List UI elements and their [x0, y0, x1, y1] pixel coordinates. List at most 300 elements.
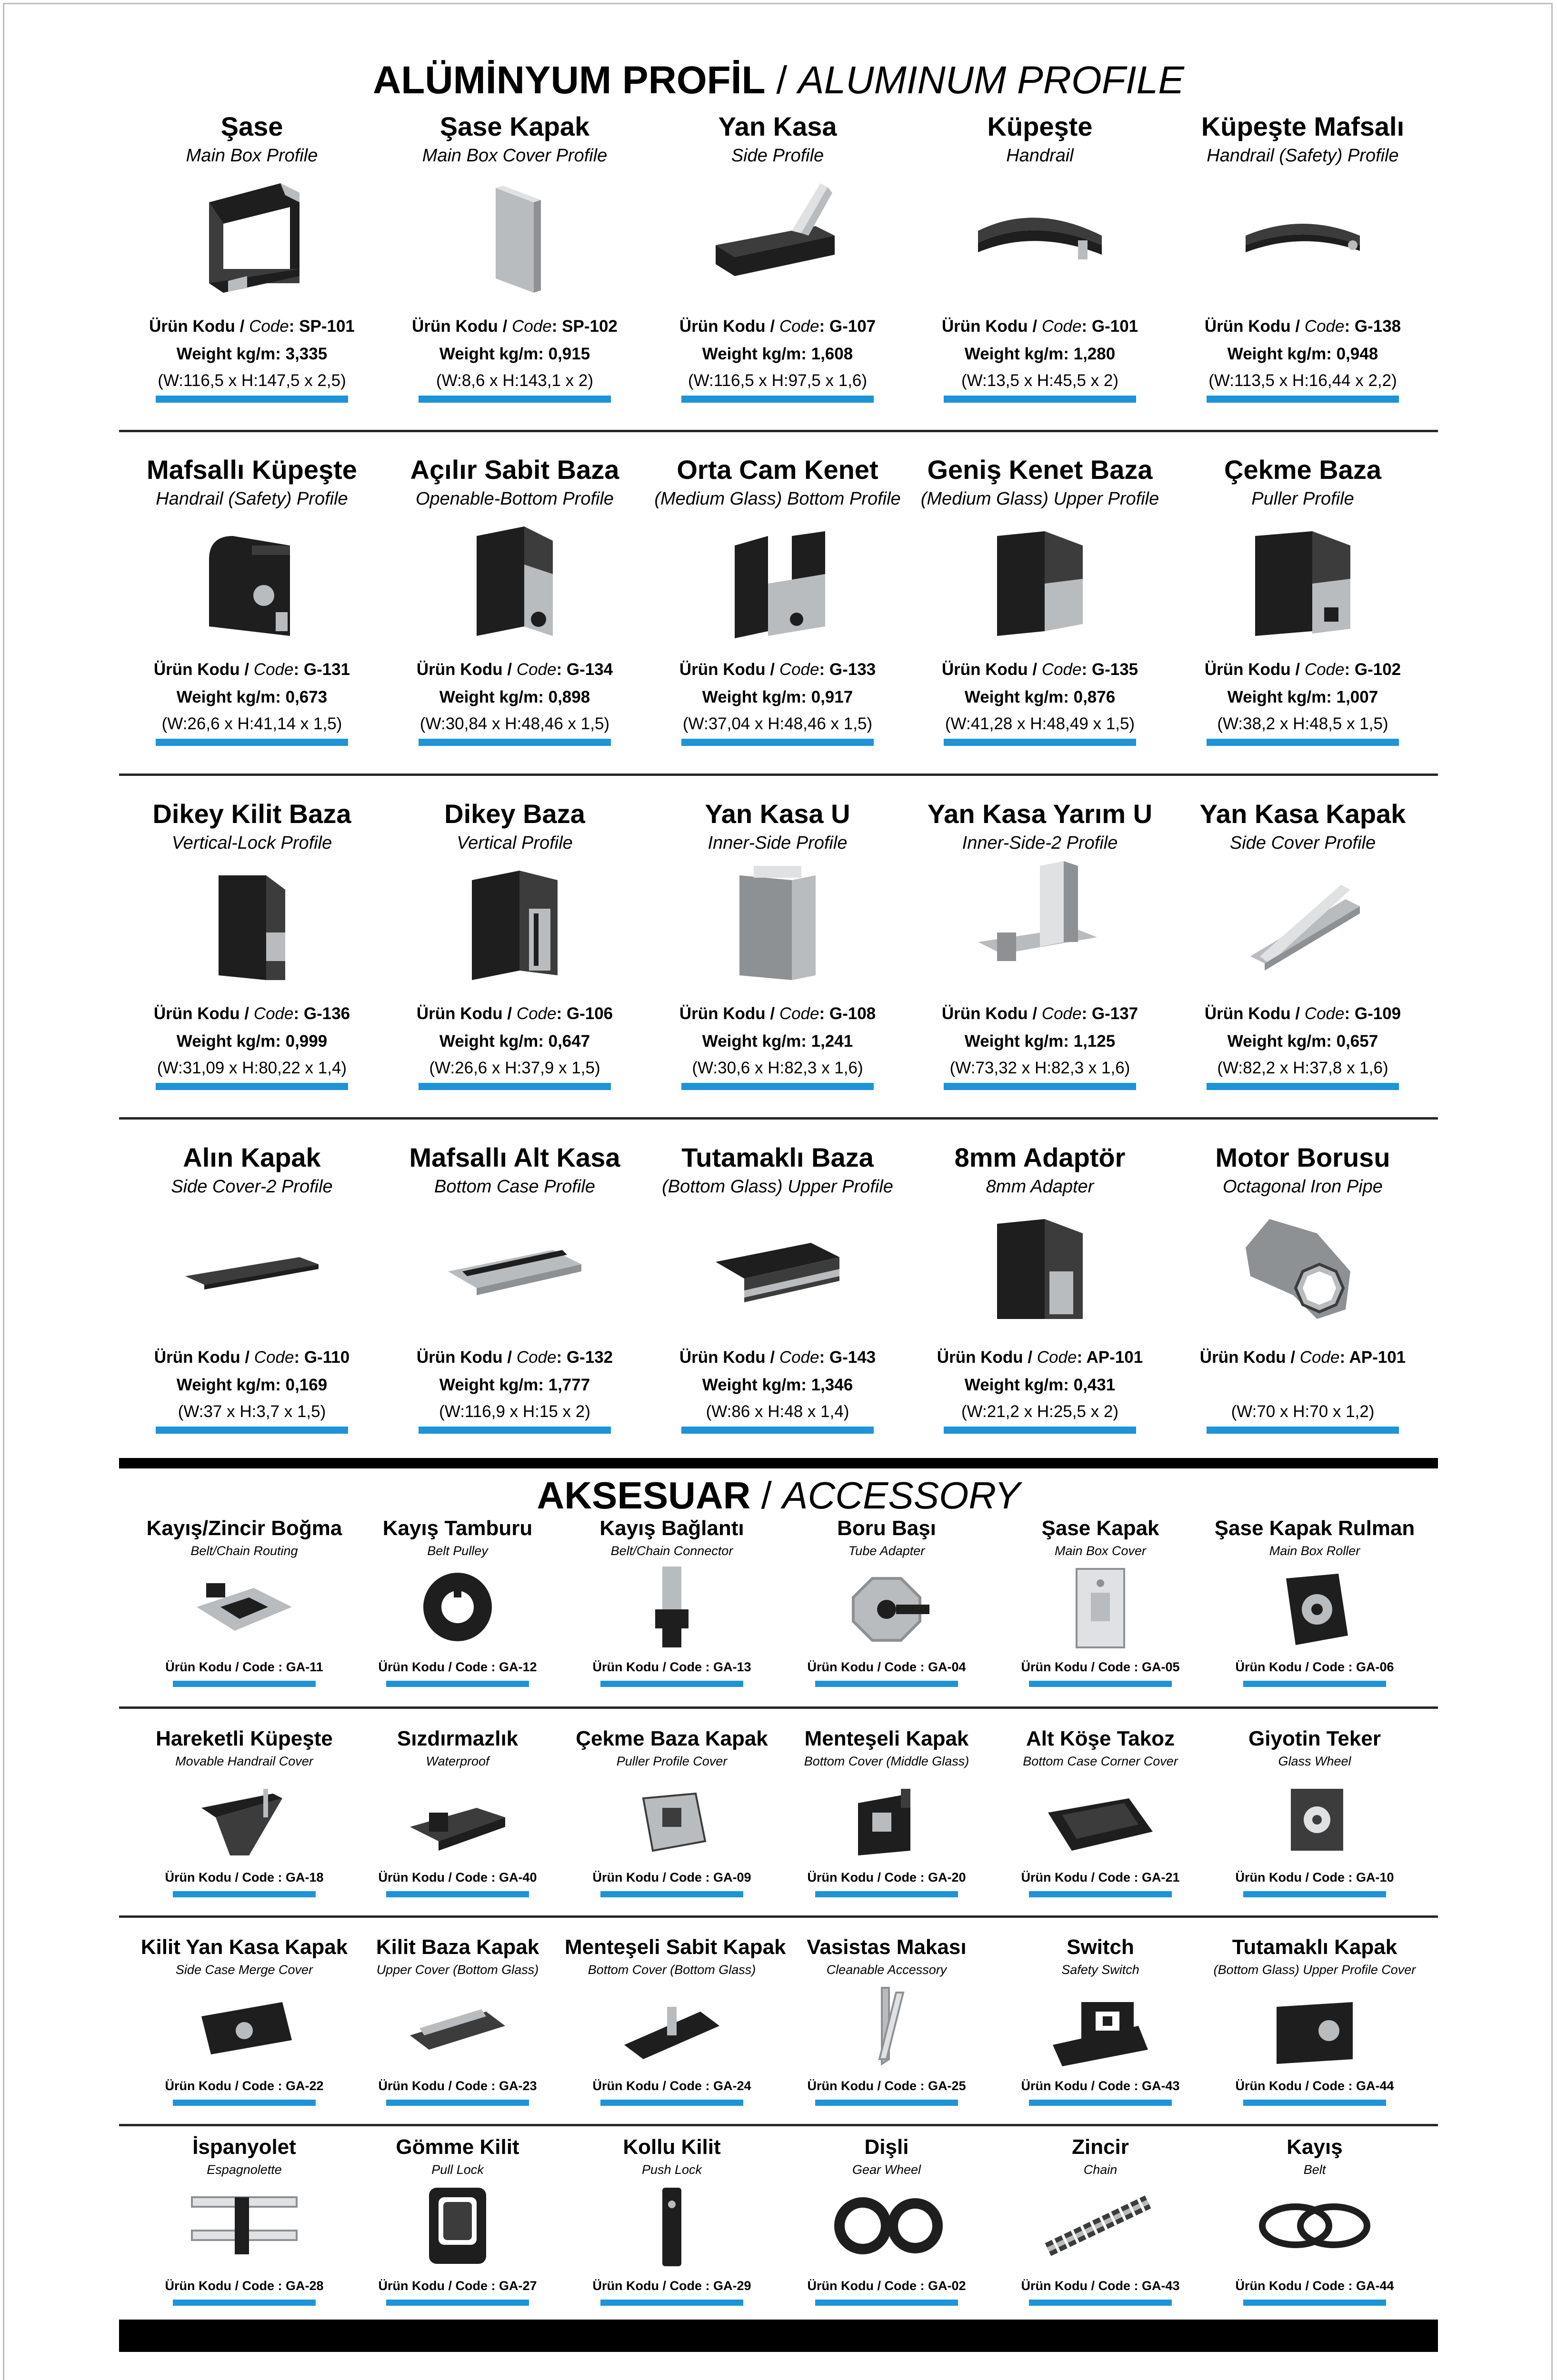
accessory-name: Alt Köşe Takoz	[1026, 1727, 1175, 1750]
accessory-code: GA-23	[499, 2079, 537, 2093]
accessory-english-name: Puller Profile Cover	[616, 1754, 728, 1768]
accessory-code: GA-04	[928, 1660, 966, 1674]
profile-dimensions: (W:116,5 x H:147,5 x 2,5)	[158, 371, 346, 390]
accent-bar	[944, 1427, 1136, 1434]
accessory-code: GA-05	[1141, 1660, 1180, 1674]
puller-profile-icon	[1231, 517, 1374, 645]
acc-code-label: Ürün Kodu / Code :	[807, 2079, 928, 2093]
weight-label: Weight kg/m:	[702, 1032, 811, 1051]
profile-weight: 0,647	[548, 1032, 590, 1051]
profile-code-line: Ürün Kodu / Code: G-134	[416, 660, 613, 679]
accessory-code-line	[137, 2078, 351, 2093]
accent-bar	[1243, 1681, 1386, 1687]
profile-english-name: Handrail (Safety) Profile	[156, 489, 348, 509]
accent-bar	[1243, 1891, 1386, 1897]
code-label-en: Code	[1037, 1348, 1077, 1367]
weight-label: Weight kg/m:	[176, 1376, 286, 1394]
accessory-name: Switch	[1067, 1935, 1134, 1959]
accent-bar	[600, 2100, 743, 2106]
acc-code-label: Ürün Kodu / Code :	[1021, 2079, 1142, 2093]
accent-bar	[1029, 1681, 1172, 1687]
profile-weight-line	[381, 1031, 648, 1051]
push-lock-icon	[615, 2183, 729, 2269]
accessory-english-name: (Bottom Glass) Upper Profile Cover	[1213, 1963, 1416, 1977]
code-label-en: Code	[1041, 660, 1082, 679]
acc-code-label: Ürün Kodu / Code :	[807, 1660, 928, 1674]
code-label-en: Code	[1304, 660, 1345, 679]
profile-code: G-131	[303, 660, 350, 679]
accessory-code-line	[1208, 2278, 1422, 2293]
profile-code: G-138	[1354, 317, 1401, 336]
profile-name: Mafsallı Küpeşte	[147, 455, 357, 485]
accent-bar	[600, 1891, 743, 1897]
profile-dimensions: (W:113,5 x H:16,44 x 2,2)	[1208, 371, 1397, 390]
accessory-english-name: Bottom Case Corner Cover	[1023, 1754, 1178, 1768]
accent-bar	[600, 1681, 743, 1687]
acc-code-label: Ürün Kodu / Code :	[592, 2279, 713, 2293]
vertical-lock-profile-icon	[180, 861, 323, 990]
profile-code: G-109	[1354, 1004, 1401, 1023]
profile-weight-line	[644, 1375, 911, 1395]
profile-dimensions: (W:21,2 x H:25,5 x 2)	[961, 1402, 1119, 1421]
accessory-code-line	[350, 2078, 565, 2093]
row-divider	[119, 1706, 1438, 1709]
profile-english-name: Vertical Profile	[457, 833, 573, 853]
profile-code-line: Ürün Kodu / Code: G-109	[1204, 1004, 1401, 1023]
accessory-code-line	[993, 2078, 1208, 2093]
belt-icon	[1258, 2183, 1372, 2269]
accessory-code: GA-13	[713, 1660, 751, 1674]
profile-weight-line	[381, 344, 648, 364]
profile-weight-line	[644, 1031, 911, 1051]
profile-dimensions: (W:116,9 x H:15 x 2)	[439, 1402, 590, 1421]
profile-weight-line	[907, 1375, 1173, 1395]
profile-dimensions: (W:26,6 x H:37,9 x 1,5)	[429, 1059, 600, 1077]
accent-bar	[419, 1083, 611, 1090]
profile-name: Şase Kapak	[439, 111, 590, 141]
acc-code-label: Ürün Kodu / Code :	[807, 2279, 928, 2293]
profile-name: Yan Kasa Kapak	[1199, 799, 1406, 829]
weight-label: Weight kg/m:	[964, 1376, 1074, 1394]
profile-english-name: Side Profile	[731, 146, 824, 166]
code-label-tr: Ürün Kodu /	[416, 1348, 517, 1367]
profile-code: AP-101	[1086, 1348, 1143, 1367]
accent-bar	[156, 739, 348, 746]
accessory-code: GA-20	[928, 1870, 966, 1884]
accent-bar	[1243, 2300, 1386, 2306]
accent-bar	[419, 396, 611, 403]
accessory-name: İspanyolet	[192, 2135, 296, 2159]
accent-bar	[681, 1083, 874, 1090]
accessory-code: GA-40	[499, 1870, 537, 1884]
weight-label: Weight kg/m:	[702, 688, 811, 706]
row-divider	[119, 2124, 1438, 2126]
profile-name: Çekme Baza	[1224, 455, 1381, 485]
profile-code-line: Ürün Kodu / Code: AP-101	[937, 1348, 1143, 1367]
code-label-en: Code	[253, 660, 294, 679]
accent-bar	[944, 396, 1136, 403]
accent-bar	[1243, 2100, 1386, 2106]
octagonal-iron-pipe-icon	[1231, 1205, 1374, 1333]
profile-code: G-102	[1354, 660, 1401, 679]
bottom-glass-upper-profile-icon	[706, 1205, 849, 1333]
espagnolette-icon	[187, 2183, 301, 2269]
profile-name: Geniş Kenet Baza	[927, 455, 1153, 485]
side-case-merge-cover-icon	[187, 1983, 301, 2069]
handrail-safety-profile-icon	[1231, 174, 1374, 302]
accessory-english-name: Bottom Cover (Bottom Glass)	[588, 1963, 756, 1977]
weight-label: Weight kg/m:	[964, 688, 1074, 706]
profile-weight: 1,280	[1073, 345, 1116, 363]
accessory-code: GA-24	[713, 2079, 751, 2093]
accessory-name: Tutamaklı Kapak	[1232, 1935, 1397, 1959]
accessory-name: Sızdırmazlık	[397, 1727, 519, 1750]
profile-name: Dikey Kilit Baza	[152, 799, 351, 829]
profile-code-line: Ürün Kodu / Code: AP-101	[1199, 1348, 1406, 1367]
accent-bar	[419, 739, 611, 746]
accessory-code: GA-11	[286, 1660, 323, 1674]
code-label-en: Code	[779, 660, 819, 679]
profile-code-line: Ürün Kodu / Code: G-143	[679, 1348, 876, 1367]
code-label-tr: Ürün Kodu /	[941, 1004, 1042, 1023]
profile-weight-line	[907, 1031, 1173, 1051]
accessory-name: Menteşeli Sabit Kapak	[565, 1935, 786, 1959]
acc-code-label: Ürün Kodu / Code :	[165, 1660, 286, 1674]
profile-code: G-107	[829, 317, 876, 336]
profile-title-en: ALUMINUM PROFILE	[798, 59, 1184, 102]
code-label-tr: Ürün Kodu /	[1204, 317, 1305, 336]
profile-name: Küpeşte	[987, 111, 1093, 141]
weight-label: Weight kg/m:	[176, 688, 286, 706]
profile-weight-line	[644, 687, 911, 707]
weight-label: Weight kg/m:	[439, 345, 549, 363]
accessory-code: GA-44	[1356, 2079, 1394, 2093]
profile-english-name: (Medium Glass) Bottom Profile	[654, 489, 901, 509]
profile-code-line: Ürün Kodu / Code: G-131	[153, 660, 350, 679]
accessory-code: GA-28	[285, 2279, 324, 2293]
profile-weight: 1,777	[548, 1376, 590, 1394]
profile-code-line: Ürün Kodu / Code: G-137	[941, 1004, 1138, 1023]
profile-english-name: Puller Profile	[1251, 489, 1354, 509]
profile-code-line: Ürün Kodu / Code: G-108	[679, 1004, 876, 1023]
code-label-tr: Ürün Kodu /	[153, 1004, 254, 1023]
accessory-english-name: Safety Switch	[1061, 1963, 1139, 1977]
accent-bar	[386, 2100, 529, 2106]
profile-english-name: 8mm Adapter	[986, 1177, 1094, 1197]
profile-name: Alın Kapak	[183, 1142, 321, 1172]
accessory-name: Gömme Kilit	[396, 2135, 519, 2159]
profile-weight-line	[381, 1375, 648, 1395]
accent-bar	[386, 1891, 529, 1897]
acc-code-label: Ürün Kodu / Code :	[378, 1870, 499, 1884]
profile-name: Açılır Sabit Baza	[410, 455, 619, 485]
accessory-name: Kayış Bağlantı	[599, 1517, 744, 1540]
accessory-code: GA-25	[928, 2079, 966, 2093]
side-cover-profile-icon	[1231, 861, 1374, 990]
code-label-tr: Ürün Kodu /	[153, 660, 254, 679]
acc-code-label: Ürün Kodu / Code :	[1021, 1870, 1142, 1884]
weight-label: Weight kg/m:	[964, 345, 1074, 363]
profile-weight-line	[119, 687, 385, 707]
code-label-en: Code	[1041, 1004, 1082, 1023]
profile-weight-line	[119, 1375, 385, 1395]
footer-bar	[119, 2320, 1438, 2352]
acc-code-label: Ürün Kodu / Code :	[1235, 2279, 1356, 2293]
profile-name: Yan Kasa Yarım U	[927, 799, 1153, 829]
profile-name: Dikey Baza	[444, 799, 585, 829]
accent-bar	[173, 1681, 316, 1687]
acc-code-label: Ürün Kodu / Code :	[1235, 2079, 1356, 2093]
accessory-english-name: Glass Wheel	[1278, 1754, 1351, 1768]
profile-code: G-136	[303, 1004, 350, 1023]
accessory-code: GA-22	[285, 2079, 324, 2093]
profile-dimensions: (W:30,6 x H:82,3 x 1,6)	[692, 1059, 863, 1077]
accessory-english-name: Waterproof	[426, 1754, 489, 1768]
waterproof-icon	[400, 1775, 515, 1860]
accessory-english-name: Pull Lock	[431, 2162, 484, 2177]
accent-bar	[173, 1891, 316, 1897]
profile-dimensions: (W:37 x H:3,7 x 1,5)	[178, 1402, 326, 1421]
accessory-code-line	[137, 1870, 351, 1885]
profile-code: G-106	[566, 1004, 613, 1023]
row-divider	[119, 774, 1438, 776]
code-label-en: Code	[779, 317, 819, 336]
profile-name: Şase	[220, 111, 283, 141]
profile-code: G-134	[566, 660, 613, 679]
weight-label: Weight kg/m:	[176, 345, 286, 363]
inner-side-profile-icon	[706, 861, 849, 990]
profile-code-line: Ürün Kodu / Code: G-138	[1204, 317, 1401, 336]
puller-profile-cover-icon	[615, 1775, 729, 1860]
profile-english-name: (Bottom Glass) Upper Profile	[662, 1177, 893, 1197]
accessory-english-name: Side Case Merge Cover	[175, 1963, 313, 1977]
accessory-english-name: Movable Handrail Cover	[175, 1754, 313, 1768]
accessory-english-name: Belt/Chain Routing	[190, 1544, 298, 1558]
main-box-cover-profile-icon	[443, 174, 586, 302]
profile-english-name: Main Box Profile	[186, 146, 318, 166]
accent-bar	[1207, 396, 1399, 403]
movable-handrail-cover-icon	[187, 1775, 301, 1860]
accessory-english-name: Belt Pulley	[427, 1544, 488, 1558]
accessory-code-line	[993, 1870, 1208, 1885]
profile-name: Yan Kasa	[718, 111, 837, 141]
accessory-name: Kayış Tamburu	[382, 1517, 533, 1540]
accessory-english-name: Belt/Chain Connector	[610, 1544, 733, 1558]
profile-code-line: Ürün Kodu / Code: SP-101	[149, 317, 355, 336]
code-label-en: Code	[512, 317, 552, 336]
weight-label: Weight kg/m:	[1227, 345, 1337, 363]
accessory-code: GA-18	[285, 1870, 324, 1884]
accessory-name: Menteşeli Kapak	[804, 1727, 969, 1750]
accessory-english-name: Main Box Cover	[1054, 1544, 1147, 1558]
weight-label: Weight kg/m:	[964, 1032, 1074, 1051]
profile-code-line: Ürün Kodu / Code: G-107	[679, 317, 876, 336]
acc-code-label: Ürün Kodu / Code :	[1021, 2279, 1142, 2293]
side-cover-2-profile-icon	[180, 1205, 323, 1333]
accessory-code-line	[779, 1870, 994, 1885]
bottom-case-profile-icon	[443, 1205, 586, 1333]
acc-code-label: Ürün Kodu / Code :	[1235, 1870, 1356, 1884]
profile-name: 8mm Adaptör	[954, 1142, 1126, 1172]
accessory-english-name: Cleanable Accessory	[826, 1963, 947, 1977]
code-label-tr: Ürün Kodu /	[679, 1348, 779, 1367]
accent-bar	[815, 2300, 958, 2306]
upper-cover-bottom-glass-icon	[400, 1983, 515, 2069]
bottom-cover-bottom-glass-icon	[615, 1983, 729, 2069]
code-label-tr: Ürün Kodu /	[154, 1348, 254, 1367]
acc-code-label: Ürün Kodu / Code :	[592, 1660, 713, 1674]
profile-weight: 1,346	[811, 1376, 853, 1394]
accent-bar	[1207, 1083, 1399, 1090]
profile-code: SP-102	[562, 317, 618, 336]
accessory-name: Vasistas Makası	[807, 1935, 967, 1959]
section-divider	[119, 1458, 1438, 1468]
accessory-title-en: ACCESSORY	[782, 1474, 1020, 1517]
accent-bar	[156, 396, 348, 403]
accent-bar	[156, 1427, 348, 1434]
profile-name: Orta Cam Kenet	[677, 455, 878, 485]
code-label-tr: Ürün Kodu /	[149, 317, 250, 336]
code-label-tr: Ürün Kodu /	[416, 660, 517, 679]
accent-bar	[173, 2300, 316, 2306]
accessory-english-name: Push Lock	[641, 2162, 702, 2177]
code-label-en: Code	[254, 1348, 294, 1367]
profile-weight: 1,608	[811, 345, 853, 363]
accent-bar	[386, 2300, 529, 2306]
profile-code-line: Ürün Kodu / Code: G-110	[154, 1348, 350, 1367]
belt-pulley-icon	[400, 1564, 515, 1650]
acc-code-label: Ürün Kodu / Code :	[592, 2079, 713, 2093]
code-label-en: Code	[253, 1004, 294, 1023]
profile-code: G-101	[1091, 317, 1138, 336]
weight-label: Weight kg/m:	[439, 1376, 549, 1394]
accessory-code-line	[565, 2078, 779, 2093]
weight-label: Weight kg/m:	[1227, 688, 1337, 706]
profile-weight-line	[644, 344, 911, 364]
accessory-code-line	[350, 1870, 565, 1885]
profile-dimensions: (W:37,04 x H:48,46 x 1,5)	[682, 714, 873, 733]
profile-english-name: Inner-Side-2 Profile	[962, 833, 1118, 853]
code-label-tr: Ürün Kodu /	[1199, 1348, 1300, 1367]
code-label-tr: Ürün Kodu /	[1204, 660, 1305, 679]
profile-weight: 0,673	[285, 688, 328, 706]
accessory-code: GA-09	[713, 1870, 751, 1884]
accessory-code: GA-29	[713, 2279, 751, 2293]
profile-title-tr: ALÜMİNYUM PROFİL	[373, 59, 766, 102]
profile-english-name: Handrail	[1006, 146, 1074, 166]
accessory-name: Çekme Baza Kapak	[576, 1727, 768, 1750]
accessory-name: Hareketli Küpeşte	[156, 1727, 333, 1750]
row-divider	[119, 1915, 1438, 1918]
accessory-name: Şase Kapak	[1041, 1517, 1159, 1540]
profile-code-line: Ürün Kodu / Code: G-101	[941, 317, 1138, 336]
bottom-case-corner-cover-icon	[1043, 1775, 1158, 1860]
profile-code-line: Ürün Kodu / Code: G-135	[941, 660, 1138, 679]
code-label-en: Code	[516, 1004, 557, 1023]
profile-code-line: Ürün Kodu / Code: G-106	[416, 1004, 613, 1023]
profile-weight: 1,241	[811, 1032, 853, 1051]
profile-english-name: Handrail (Safety) Profile	[1207, 146, 1399, 166]
8mm-adapter-icon	[968, 1205, 1111, 1333]
code-label-en: Code	[779, 1004, 819, 1023]
profile-weight: 0,948	[1336, 345, 1378, 363]
code-label-en: Code	[516, 660, 557, 679]
accessory-code-line	[565, 1659, 779, 1675]
accessory-code: GA-44	[1356, 2279, 1394, 2293]
profile-weight: 0,431	[1073, 1376, 1116, 1394]
accent-bar	[156, 1083, 348, 1090]
weight-label: Weight kg/m:	[702, 1376, 811, 1394]
cleanable-accessory-icon	[829, 1983, 944, 2069]
profile-name: Tutamaklı Baza	[681, 1142, 874, 1172]
glass-wheel-icon	[1258, 1775, 1372, 1860]
acc-code-label: Ürün Kodu / Code :	[378, 2079, 499, 2093]
accessory-name: Dişli	[864, 2135, 909, 2159]
profile-name: Mafsallı Alt Kasa	[409, 1142, 620, 1172]
accessory-name: Kollu Kilit	[623, 2135, 721, 2159]
handrail-icon	[968, 174, 1111, 302]
profile-dimensions: (W:38,2 x H:48,5 x 1,5)	[1217, 714, 1388, 733]
profile-code: G-132	[566, 1348, 613, 1367]
accessory-name: Kilit Baza Kapak	[376, 1935, 539, 1959]
profile-weight: 0,999	[285, 1032, 328, 1051]
accent-bar	[1207, 739, 1399, 746]
accent-bar	[386, 1681, 529, 1687]
profile-weight-line	[907, 344, 1173, 364]
profile-english-name: Bottom Case Profile	[434, 1177, 595, 1197]
profile-dimensions: (W:31,09 x H:80,22 x 1,4)	[157, 1059, 347, 1077]
profile-code: G-108	[829, 1004, 876, 1023]
acc-code-label: Ürün Kodu / Code :	[165, 2079, 286, 2093]
acc-code-label: Ürün Kodu / Code :	[378, 2279, 499, 2293]
profile-weight-line	[119, 1031, 385, 1051]
weight-label: Weight kg/m:	[439, 688, 549, 706]
chain-icon	[1043, 2183, 1158, 2269]
profile-english-name: Side Cover-2 Profile	[171, 1177, 333, 1197]
profile-code: G-110	[304, 1348, 350, 1367]
profile-weight-line	[381, 687, 648, 707]
code-label-en: Code	[1304, 1004, 1345, 1023]
acc-code-label: Ürün Kodu / Code :	[592, 1870, 713, 1884]
code-label-en: Code	[1299, 1348, 1340, 1367]
profile-weight: 1,007	[1336, 688, 1378, 706]
weight-label: Weight kg/m:	[176, 1032, 286, 1051]
code-label-tr: Ürün Kodu /	[412, 317, 512, 336]
profile-weight-line	[1169, 344, 1436, 364]
main-box-profile-icon	[180, 174, 323, 302]
accessory-code-line	[779, 2278, 994, 2293]
accessory-code-line	[137, 1659, 351, 1675]
accent-bar	[815, 2100, 958, 2106]
profile-dimensions: (W:30,84 x H:48,46 x 1,5)	[419, 714, 610, 733]
code-label-tr: Ürün Kodu /	[937, 1348, 1037, 1367]
accent-bar	[681, 1427, 874, 1434]
accessory-title-tr: AKSESUAR	[537, 1474, 751, 1517]
profile-dimensions: (W:86 x H:48 x 1,4)	[706, 1402, 849, 1421]
accent-bar	[944, 739, 1136, 746]
profile-code: G-135	[1091, 660, 1138, 679]
accessory-code: GA-27	[499, 2279, 537, 2293]
accent-bar	[1029, 2300, 1172, 2306]
acc-code-label: Ürün Kodu / Code :	[807, 1870, 928, 1884]
profile-weight: 0,917	[811, 688, 853, 706]
weight-label: Weight kg/m:	[702, 345, 811, 363]
accent-bar	[1029, 1891, 1172, 1897]
acc-code-label: Ürün Kodu / Code :	[165, 1870, 286, 1884]
accessory-code: GA-43	[1141, 2279, 1180, 2293]
profile-weight: 3,335	[285, 345, 328, 363]
profile-english-name: Side Cover Profile	[1229, 833, 1376, 853]
